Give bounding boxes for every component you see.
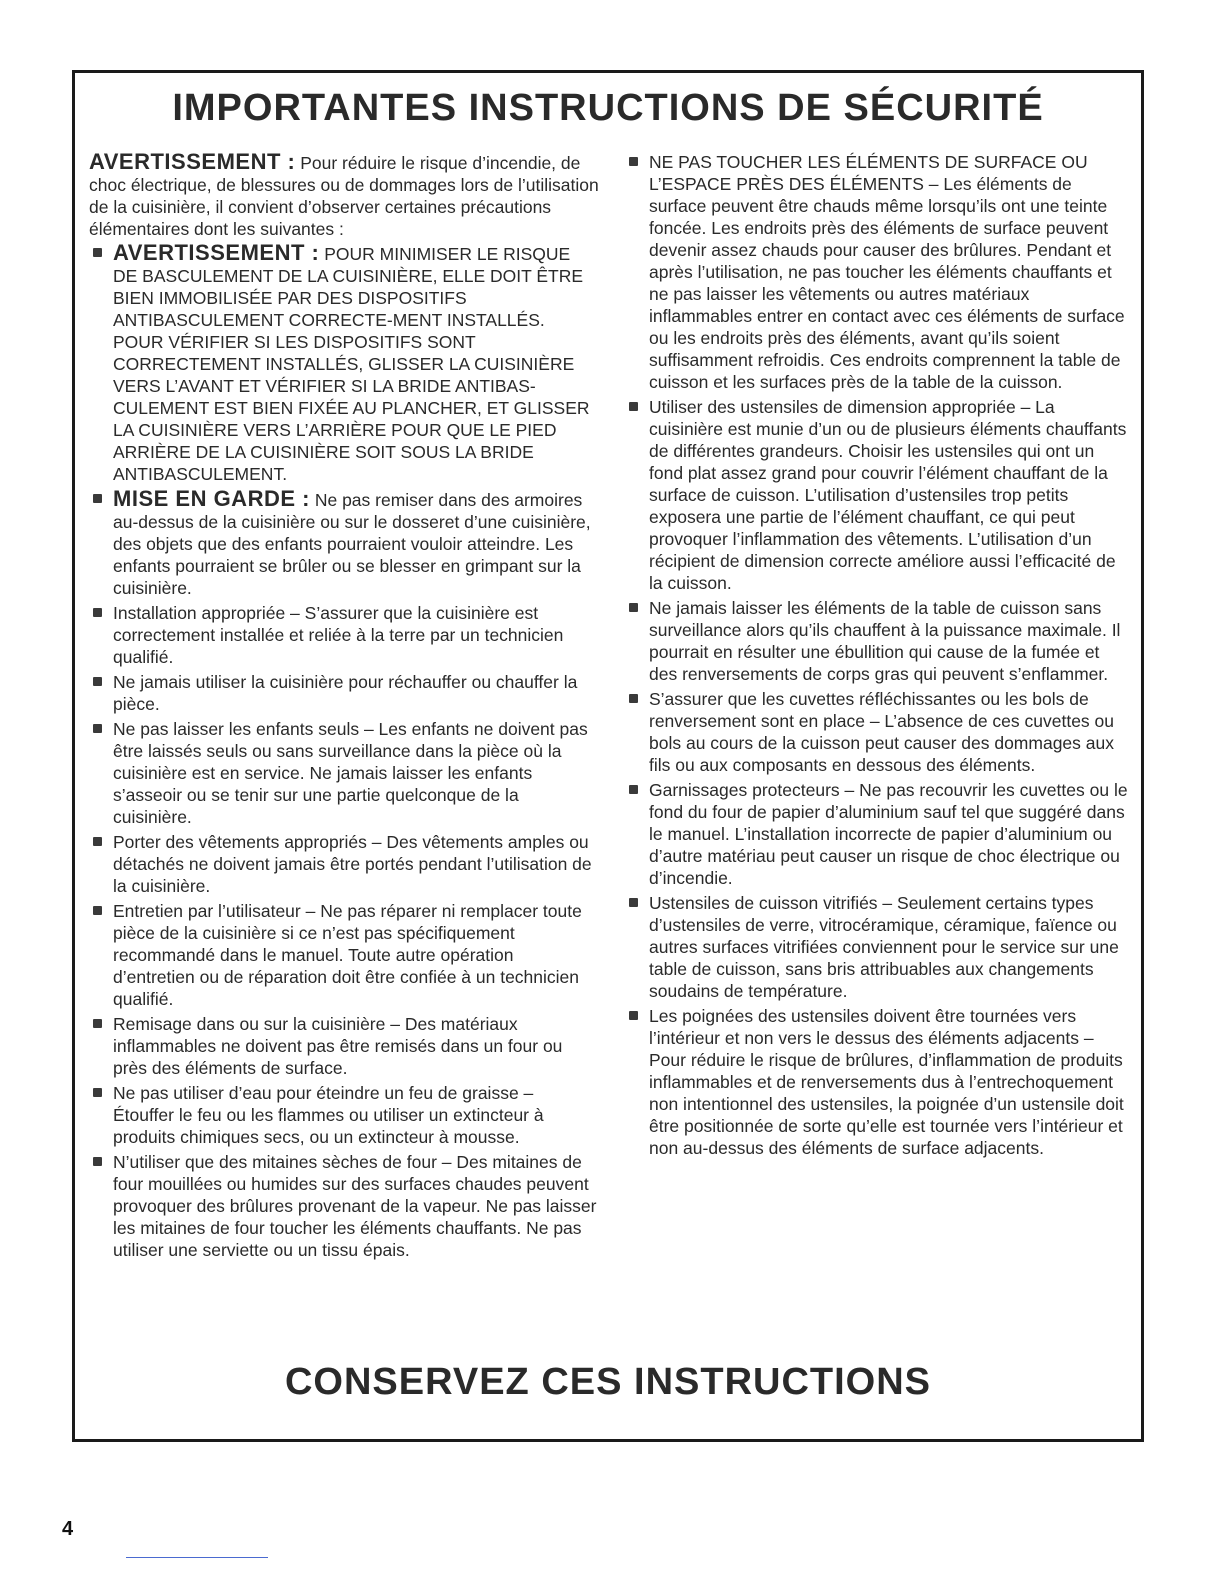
page-title: IMPORTANTES INSTRUCTIONS DE SÉCURITÉ [172,87,1044,129]
item-label: MISE EN GARDE : [113,486,310,511]
intro-text: Pour réduire le risque d’incendie, de choc électrique, de blessures ou de dommages lors de l’utilisation de la cuisinière, il convient d’observer certaines précautions élémentaires dont les suivantes : [89,153,599,239]
item-text: Ne pas utiliser d’eau pour éteindre un feu de graisse – Étouffer le feu ou les flammes ou utiliser un extincteur à produits chimiques secs, ou un extincteur à mousse. [113,1083,544,1147]
right-column [625,151,1130,1162]
intro-warning-label: AVERTISSEMENT : [89,149,296,174]
square-bullet-icon [93,1088,102,1097]
square-bullet-icon [629,603,638,612]
square-bullet-icon [629,694,638,703]
item-text: Garnissages protecteurs – Ne pas recouvrir les cuvettes ou le fond du four de papier d’aluminium sauf tel que suggéré dans le manuel. L’installation incorrecte de papier d’aluminium ou d’autre matériau peut causer un risque de choc électrique ou d’incendie. [649,780,1128,888]
square-bullet-icon [93,906,102,915]
item-text: Installation appropriée – S’assurer que la cuisinière est correctement installée et reliée à la terre par un technicien qualifié. [113,603,564,667]
item-label: AVERTISSEMENT : [113,240,320,265]
instruction-item [89,602,599,668]
instruction-item [625,151,1130,393]
instruction-item [89,1151,599,1261]
square-bullet-icon [93,494,102,503]
instruction-item [89,488,599,599]
square-bullet-icon [93,677,102,686]
instruction-item [89,1082,599,1148]
instruction-item [89,671,599,715]
safety-instructions-box [72,70,1144,1442]
item-text: Entretien par l’utilisateur – Ne pas réparer ni remplacer toute pièce de la cuisinière si ce n’est pas spécifiquement recommandé dans le manuel. Toute autre opération d’entretien ou de réparation doit être confiée à un technicien qualifié. [113,901,582,1009]
item-text: S’assurer que les cuvettes réfléchissantes ou les bols de renversement sont en place – L’absence de ces cuvettes ou bols au cours de la cuisson peut causer des dommages aux fils ou aux composants en dessous des éléments. [649,689,1115,775]
item-text: Ustensiles de cuisson vitrifiés – Seulement certains types d’ustensiles de verre, vitrocéramique, céramique, faïence ou autres surfaces vitrifiées conviennent pour le service sur une table de cuisson, sans bris attribuables aux changements soudains de température. [649,893,1119,1001]
instruction-item [625,892,1130,1002]
item-text: Utiliser des ustensiles de dimension appropriée – La cuisinière est munie d’un ou de plusieurs éléments chauffants de différentes grandeurs. Choisir les ustensiles qui ont un fond plat assez grand pour couvrir l’élément chauffant de la surface de cuisson. L’utilisation d’ustensiles trop petits exposera une partie de l’élément chauffant, ce qui peut provoquer l’inflammation des vêtements. L’utilisation d’un récipient de dimension correcte améliore aussi l’efficacité de la cuisson. [649,397,1127,593]
item-text: Ne pas remiser dans des armoires au-dessus de la cuisinière ou sur le dosseret d’une cuisinière, des objets que des enfants pourraient vouloir atteindre. Les enfants pourraient se brûler ou se blesser en grimpant sur la cuisinière. [113,490,591,598]
item-text: NE PAS TOUCHER LES ÉLÉMENTS DE SURFACE OU L’ESPACE PRÈS DES ÉLÉMENTS – Les éléments de surface peuvent être chauds même lorsqu’ils ont une teinte foncée. Les endroits près des éléments de surface peuvent devenir assez chauds pour causer des brûlures. Pendant et après l’utilisation, ne pas toucher les éléments chauffants et ne pas laisser les vêtements ou autres matériaux inflammables entrer en contact avec ces éléments de surface ou les endroits près des éléments, avant qu’ils soient suffisamment refroidis. Ces endroits comprennent la table de cuisson et les surfaces près de la table de la cuisson. [649,152,1125,392]
item-text: POUR MINIMISER LE RISQUE DE BASCULEMENT DE LA CUISINIÈRE, ELLE DOIT ÊTRE BIEN IMMOBILISÉE PAR DES DISPOSITIFS ANTIBASCULEMENT CORRECTE-MENT INSTALLÉS. POUR VÉRIFIER SI LES DISPOSITIFS SONT CORRECTEMENT INSTALLÉS, GLISSER LA CUISINIÈRE VERS L’AVANT ET VÉRIFIER SI LA BRIDE ANTIBAS-CULEMENT EST BIEN FIXÉE AU PLANCHER, ET GLISSER LA CUISINIÈRE VERS L’ARRIÈRE POUR QUE LE PIED ARRIÈRE DE LA CUISINIÈRE SOIT SOUS LA BRIDE ANTIBASCULEMENT. [113,244,590,484]
square-bullet-icon [93,837,102,846]
item-text: Remisage dans ou sur la cuisinière – Des matériaux inflammables ne doivent pas être remisés dans un four ou près des éléments de surface. [113,1014,563,1078]
square-bullet-icon [93,608,102,617]
instruction-item [89,1013,599,1079]
bottom-divider [126,1557,268,1558]
item-text: Les poignées des ustensiles doivent être tournées vers l’intérieur et non vers le dessus des éléments adjacents – Pour réduire le risque de brûlures, d’inflammation de produits inflammables et de renversements dus à l’entrechoquement non intentionnel des ustensiles, la poignée d’un ustensile doit être positionnée de sorte qu’elle est tournée vers l’intérieur et non au-dessus des éléments de surface adjacents. [649,1006,1124,1158]
square-bullet-icon [93,1019,102,1028]
left-instruction-list [89,242,599,1261]
item-text: Ne jamais laisser les éléments de la table de cuisson sans surveillance alors qu’ils chauffent à la puissance maximale. Il pourrait en résulter une ébullition qui cause de la fumée et des renversements de corps gras qui peuvent s’enflammer. [649,598,1121,684]
item-text: Ne jamais utiliser la cuisinière pour réchauffer ou chauffer la pièce. [113,672,578,714]
intro-paragraph [89,151,599,240]
square-bullet-icon [93,724,102,733]
instruction-item [89,718,599,828]
left-column [89,151,599,1264]
footer-title: CONSERVEZ CES INSTRUCTIONS [284,1361,932,1403]
instruction-item [625,688,1130,776]
item-text: N’utiliser que des mitaines sèches de four – Des mitaines de four mouillées ou humides sur des surfaces chaudes peuvent provoquer des brûlures provenant de la vapeur. Ne pas laisser les mitaines de four toucher les éléments chauffants. Ne pas utiliser une serviette ou un tissu épais. [113,1152,597,1260]
item-text: Ne pas laisser les enfants seuls – Les enfants ne doivent pas être laissés seuls ou sans surveillance dans la pièce où la cuisinière est en service. Ne jamais laisser les enfants s’asseoir ou se tenir sur une partie quelconque de la cuisinière. [113,719,588,827]
instruction-item [625,1005,1130,1159]
page-number: 4 [62,1518,74,1540]
instruction-item [625,779,1130,889]
instruction-item [625,396,1130,594]
square-bullet-icon [629,402,638,411]
square-bullet-icon [629,785,638,794]
instruction-item [625,597,1130,685]
item-text: Porter des vêtements appropriés – Des vêtements amples ou détachés ne doivent jamais être portés pendant l’utilisation de la cuisinière. [113,832,592,896]
square-bullet-icon [93,248,102,257]
instruction-item [89,900,599,1010]
square-bullet-icon [93,1157,102,1166]
instruction-item [89,831,599,897]
right-instruction-list [625,151,1130,1159]
square-bullet-icon [629,898,638,907]
square-bullet-icon [629,157,638,166]
instruction-item [89,242,599,485]
square-bullet-icon [629,1011,638,1020]
